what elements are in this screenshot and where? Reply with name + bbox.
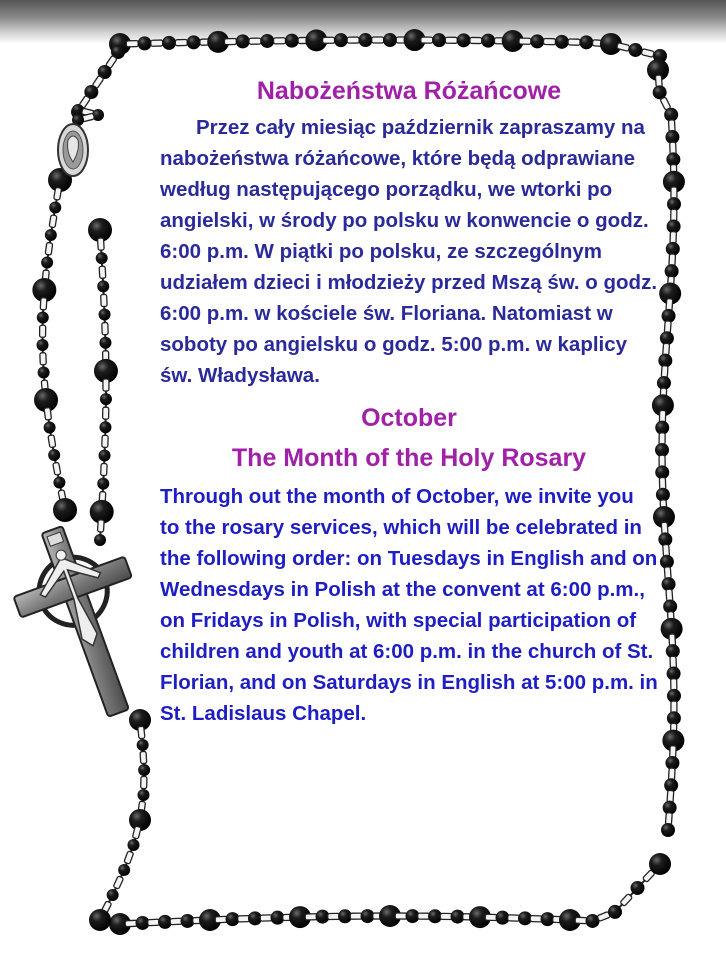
chain-link (141, 776, 147, 788)
rosary-bead (334, 33, 348, 47)
rosary-bead (53, 498, 77, 522)
rosary-bead (107, 889, 119, 901)
title-october: October (361, 404, 457, 432)
rosary-bead (530, 34, 544, 48)
rosary-bead (555, 35, 569, 49)
chain-link (470, 37, 482, 43)
rosary-bead (100, 393, 112, 405)
rosary-bead (44, 422, 56, 434)
chain-link (44, 407, 52, 420)
chain-link (568, 39, 580, 45)
rosary-bead (96, 252, 108, 264)
rosary-bead (99, 309, 111, 321)
chain-link (103, 379, 109, 391)
rosary-bead (37, 312, 49, 324)
chain-link (440, 913, 452, 919)
chain-link (445, 37, 457, 43)
chain-link (40, 353, 46, 365)
chain-link (40, 325, 46, 337)
rosary-bead (45, 229, 57, 241)
medal-icon (58, 124, 88, 176)
rosary-bead (383, 33, 397, 47)
chain-link (45, 242, 53, 255)
chain-link (620, 894, 633, 907)
chain-link (124, 851, 134, 864)
rosary-bead (608, 905, 622, 919)
chain-link (249, 38, 261, 44)
rosary-bead (187, 35, 201, 49)
chain-link (53, 462, 61, 475)
chain-link (323, 37, 335, 43)
chain-link (40, 298, 47, 310)
rosary-bead (53, 477, 65, 489)
chain-link (103, 407, 109, 419)
chain-link (347, 37, 359, 43)
rosary-bead (41, 257, 53, 269)
rosary-bead (628, 43, 642, 57)
chain-link (140, 751, 147, 763)
title-polish: Nabożeństwa Różańcowe (256, 77, 562, 105)
rosary-bead (49, 202, 61, 214)
crucifix-icon (0, 510, 174, 734)
chain-link (49, 215, 57, 228)
rosary-bead (457, 33, 471, 47)
chain-link (641, 49, 654, 58)
chain-link (102, 435, 108, 447)
rosary-bead (99, 337, 111, 349)
body-polish: Przez cały miesiąc październik zapraszamy na nabożeństwa różańcowe, które będą odprawiane według następującego porządku, we wtorki po angielski, w środy po polsku w konwencie o godz. 6:00 p.m. W piątki po polsku, ze szczególnym udziałem dzieci i młodzieży przed Mszą św. o godz. 6:00 p.m. w kościele św. Floriana. Natomiast w soboty po angielsku o godz. 5:00 p.m. w kaplicy św. Władysława. (160, 116, 658, 387)
rosary-bead (89, 909, 111, 931)
rosary-bead (138, 764, 150, 776)
chain-link (224, 38, 236, 44)
chain-link (99, 266, 106, 278)
rosary-bead (285, 34, 299, 48)
rosary-bead (48, 449, 60, 461)
chain-link (101, 294, 108, 306)
rosary-bead (97, 478, 109, 490)
chain-link (113, 876, 123, 889)
chain-link (48, 435, 56, 448)
rosary-bead (138, 36, 152, 50)
rosary-bead (99, 421, 111, 433)
chain-link (54, 187, 62, 200)
rosary-bead (137, 739, 149, 751)
chain-link (328, 913, 340, 919)
chain-link (101, 463, 108, 475)
rosary-bead (118, 864, 130, 876)
chain-link (395, 913, 407, 919)
rosary-bead (649, 853, 671, 875)
rosary-bead (260, 34, 274, 48)
rosary-bead (38, 367, 50, 379)
rosary-bead (99, 449, 111, 461)
chain-link (274, 38, 286, 44)
chain-link (372, 37, 384, 43)
chain-link (151, 40, 163, 46)
rosary-bead (432, 33, 446, 47)
rosary-bead (94, 534, 106, 546)
rosary-bead (481, 34, 495, 48)
chain-link (519, 38, 531, 44)
rosary-bead (37, 339, 49, 351)
text-content (160, 70, 658, 729)
chain-link (97, 238, 104, 250)
chain-link (138, 726, 145, 739)
rosary-bead (97, 280, 109, 292)
rosary-bead (236, 34, 250, 48)
rosary-bead (358, 33, 372, 47)
chain-link (102, 323, 108, 335)
rosary-bead (162, 36, 176, 50)
chain-link (97, 520, 104, 532)
chain-link (126, 41, 138, 47)
body-english: Through out the month of October, we invite you to the rosary services, which will be celebrated in the following order: on Tuesdays in English and on Wednesdays in Polish at the convent at 6:00 p.m., on Fridays in Polish, with special participation of children and youth at 6:00 p.m. in the church of St. Florian, and on Saturdays in English at 5:00 p.m. in St. Ladislaus Chapel. (160, 485, 658, 725)
rosary-bead (579, 35, 593, 49)
chain-link (418, 913, 430, 919)
rosary-bead (127, 839, 139, 851)
chain-link (175, 39, 187, 45)
rosary-bead (137, 789, 149, 801)
chain-link (350, 913, 362, 919)
rosary-bead (661, 823, 675, 837)
chain-link (305, 914, 317, 920)
chain-link (543, 38, 555, 44)
chain-link (421, 37, 433, 43)
chain-link (485, 914, 497, 920)
title-holy-rosary: The Month of the Holy Rosary (231, 444, 587, 472)
rosary-bead (631, 881, 645, 895)
